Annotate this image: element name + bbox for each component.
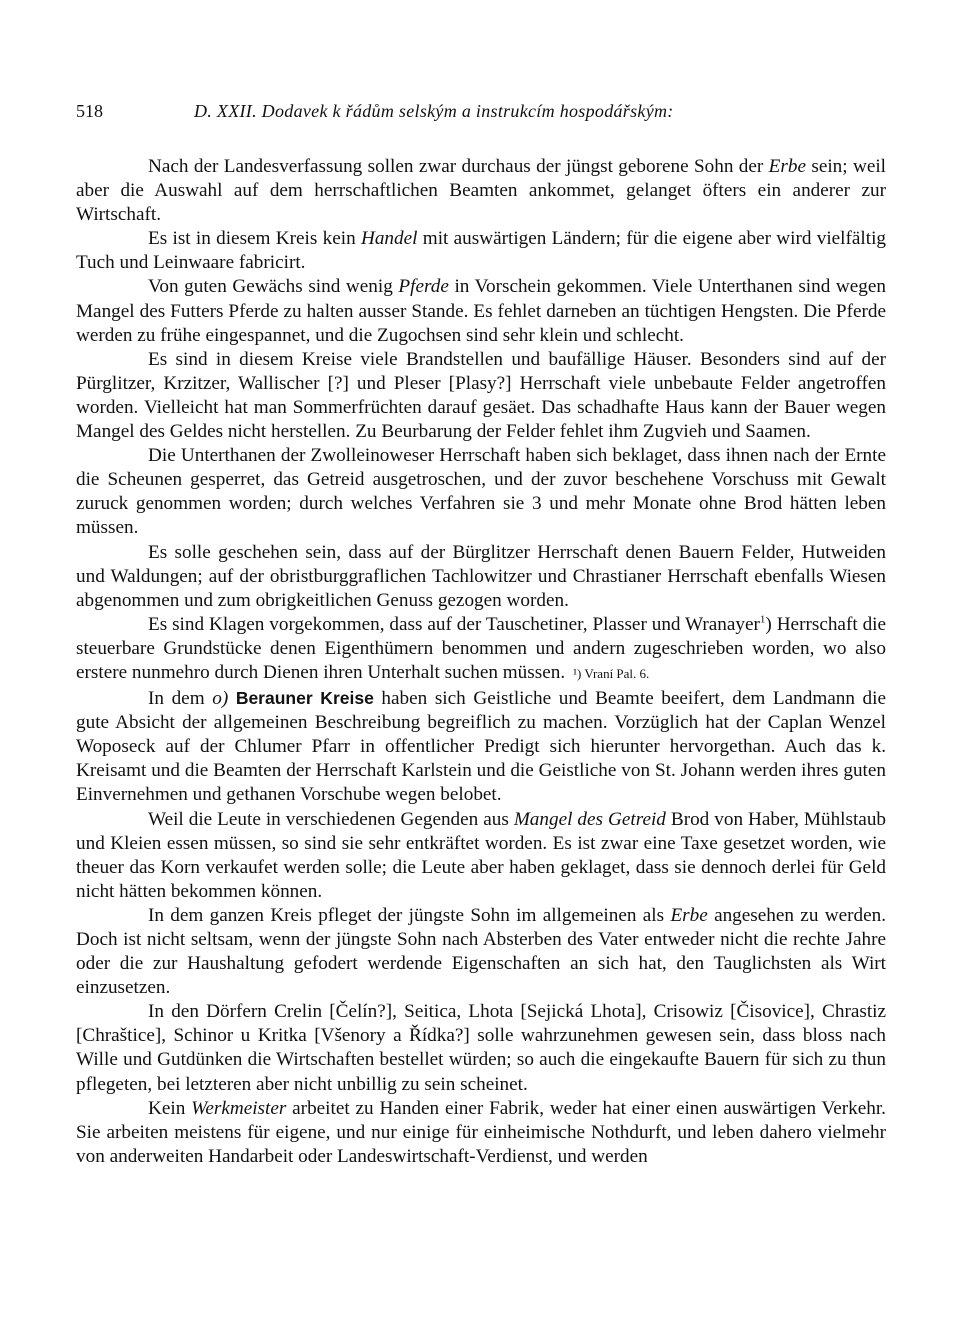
paragraph: Die Unterthanen der Zwolleinoweser Herrschaft haben sich beklaget, dass ihnen nach der Ernte die Scheunen gesperret, das Getreid ausgetroschen, und der zuvor beschehene Vorschuss mit Gewalt zuruck genommen worden; durch welches Verfahren sie 3 und mehr Monate ohne Brod hätten leben müssen.: [76, 445, 886, 539]
paragraph: In dem o) Berauner Kreise haben sich Geistliche und Beamte beeifert, dem Landmann die gute Absicht der allgemeinen Beschreibung begreiflich zu machen. Vorzüglich hat der Caplan Wenzel Woposeck auf der Chlumer Pfarr in offentlicher Predigt sich hierunter hervorgethan. Auch das k. Kreisamt und die Beamten der Herrschaft Karlstein und die Geistliche von St. Johann werden ihres guten Einvernehmen und gethanen Vorschube wegen belobet.: [76, 688, 886, 806]
paragraph: Es ist in diesem Kreis kein Handel mit auswärtigen Ländern; für die eigene aber wird vielfältig Tuch und Leinwaare fabricirt.: [76, 228, 887, 274]
paragraph: Kein Werkmeister arbeitet zu Handen einer Fabrik, weder hat einer einen auswärtigen Verkehr. Sie arbeiten meistens für eigene, und nur einige für einheimische Nothdurft, und leben dahero vielmehr von anderweiten Handarbeit oder Landeswirtschaft-Verdienst, und werden: [76, 1097, 886, 1167]
footnote: ¹) Vraní Pal. 6.: [573, 665, 650, 681]
district-heading: Berauner Kreise: [235, 688, 374, 709]
document-page: [76, 101, 886, 1169]
body-text: [76, 155, 886, 1169]
paragraph: Es sind Klagen vorgekommen, dass auf der Tauschetiner, Plasser und Wranayer$^1$) Herrschaft die steuerbare Grundstücke denen Eigenthümern benommen und andern zugeschrieben worden, wo also erstere nunmehro durch Dienen ihren Unterhalt suchen müssen. ¹) Vraní Pal. 6.: [76, 613, 887, 683]
page-header: [76, 101, 886, 133]
paragraph: Weil die Leute in verschiedenen Gegenden aus Mangel des Getreid Brod von Haber, Mühlstaub und Kleien essen müssen, so sind sie sehr entkräftet worden. Es ist zwar eine Taxe gesetzet worden, wie theuer das Korn verkaufet werden solle; die Leute aber haben geklaget, dass sie dennoch derlei für Geld nicht hätten bekommen können.: [76, 808, 887, 902]
page-number: 518: [76, 101, 103, 121]
paragraph: Nach der Landesverfassung sollen zwar durchaus der jüngst geborene Sohn der Erbe sein; weil aber die Auswahl auf dem herrschaftlichen Beamten ankommet, gelanget öfters ein anderer zur Wirtschaft.: [76, 156, 887, 226]
paragraph: Von guten Gewächs sind wenig Pferde in Vorschein gekommen. Viele Unterthanen sind wegen Mangel des Futters Pferde zu halten ausser Stande. Es fehlet darneben an tüchtigen Hengsten. Die Pferde werden zu frühe eingespannet, und die Zugochsen sind sehr klein und schlecht.: [76, 276, 886, 346]
running-title: D. XXII. Dodavek k řádům selským a instrukcím hospodářským:: [194, 101, 674, 121]
paragraph: Es solle geschehen sein, dass auf der Bürglitzer Herrschaft denen Bauern Felder, Hutweiden und Waldungen; auf der obristburggraflichen Tachlowitzer und Chrastianer Herrschaft ebenfalls Wiesen abgenommen und zum obrigkeitlichen Genuss gezogen worden.: [76, 541, 886, 611]
footnote-marker: 1: [759, 613, 766, 626]
paragraph: In den Dörfern Crelin [Čelín?], Seitica, Lhota [Sejická Lhota], Crisowiz [Čisovice], Chrastiz [Chraštice], Schinor u Kritka [Všenory a Řídka?] solle wahrzunehmen gewesen sein, dass bloss nach Wille und Gutdünken die Wirtschaften bestellet würden; so auch die eingekaufte Bauern für sich zu thun pflegeten, bei letzteren aber nicht unbillig zu sein scheinet.: [76, 1001, 886, 1095]
paragraph: Es sind in diesem Kreise viele Brandstellen und baufällige Häuser. Besonders sind auf der Pürglitzer, Krzitzer, Wallischer [?] und Pleser [Plasy?] Herrschaft viele unbebaute Felder angetroffen worden. Vielleicht hat man Sommerfrüchten darauf gesäet. Das schadhafte Haus kann der Bauer wegen Mangel des Geldes nicht herstellen. Zu Beurbarung der Felder fehlet ihm Zugvieh und Saamen.: [76, 348, 886, 443]
paragraph: In dem ganzen Kreis pfleget der jüngste Sohn im allgemeinen als Erbe angesehen zu werden. Doch ist nicht seltsam, wenn der jüngste Sohn nach Absterben des Vater entweder nicht die rechte Jahre oder die zur Haushaltung gefodert werdende Eigenschaften an sich hat, den Tauglichsten als Wirt einzusetzen.: [76, 904, 886, 999]
